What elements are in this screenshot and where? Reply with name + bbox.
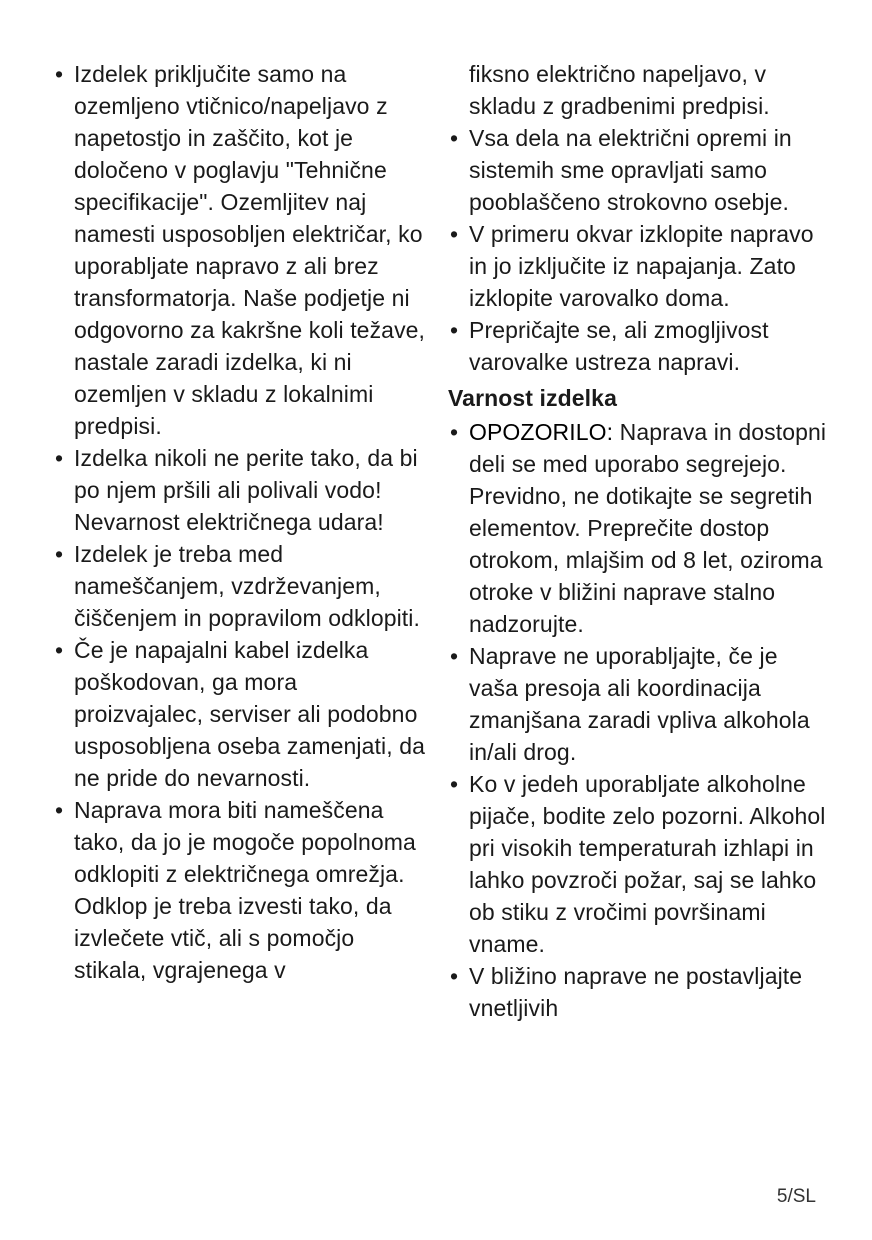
warning-text: Naprava in dostopni deli se med uporabo segrejejo. Previdno, ne dotikajte se segretih elementov. Preprečite dostop otrokom, mlajšim od 8 let, oziroma otroke v bližini naprave stalno nadzorujte. — [469, 419, 827, 637]
warning-item — [448, 416, 833, 640]
list-item: • V bližino naprave ne postavljajte vnetljivih — [448, 960, 833, 1024]
right-bullet-list-top — [448, 122, 833, 378]
right-column — [448, 58, 833, 1024]
list-item: • Izdelek je treba med nameščanjem, vzdrževanjem, čiščenjem in popravilom odklopiti. — [53, 538, 428, 634]
left-bullet-list — [53, 58, 428, 986]
right-bullet-list-bottom — [448, 416, 833, 1024]
list-item: • Izdelek priključite samo na ozemljeno vtičnico/napeljavo z napetostjo in zaščito, kot je določeno v poglavju "Tehnične specifikacije". Ozemljitev naj namesti usposobljen električar, ko uporabljate napravo z ali brez transformatorja. Naše podjetje ni odgovorno za kakršne koli težave, nastale zaradi izdelka, ki ni ozemljen v skladu z lokalnimi predpisi. — [53, 58, 428, 442]
list-item: • Če je napajalni kabel izdelka poškodovan, ga mora proizvajalec, serviser ali podobno usposobljena oseba zamenjati, da ne pride do nevarnosti. — [53, 634, 428, 794]
list-item: • Izdelka nikoli ne perite tako, da bi po njem pršili ali polivali vodo! Nevarnost električnega udara! — [53, 442, 428, 538]
page-number: 5/SL — [776, 1186, 816, 1207]
list-item: • Naprave ne uporabljajte, če je vaša presoja ali koordinacija zmanjšana zaradi vpliva alkohola in/ali drog. — [448, 640, 833, 768]
list-item: • Prepričajte se, ali zmogljivost varovalke ustreza napravi. — [448, 314, 833, 378]
list-item: • Naprava mora biti nameščena tako, da jo je mogoče popolnoma odklopiti z električnega omrežja. Odklop je treba izvesti tako, da izvlečete vtič, ali s pomočjo stikala, vgrajenega v — [53, 794, 428, 986]
left-column — [53, 58, 428, 986]
continued-text: fiksno električno napeljavo, v skladu z gradbenimi predpisi. — [469, 61, 770, 119]
list-item: • Vsa dela na električni opremi in sistemih sme opravljati samo pooblaščeno strokovno osebje. — [448, 122, 833, 218]
list-item: • V primeru okvar izklopite napravo in jo izključite iz napajanja. Zato izklopite varovalko doma. — [448, 218, 833, 314]
list-item: • Ko v jedeh uporabljate alkoholne pijače, bodite zelo pozorni. Alkohol pri visokih temperaturah izhlapi in lahko povzroči požar, saj se lahko ob stiku z vročimi površinami vname. — [448, 768, 833, 960]
section-heading: Varnost izdelka — [448, 385, 617, 411]
warning-label: OPOZORILO: — [469, 419, 614, 445]
